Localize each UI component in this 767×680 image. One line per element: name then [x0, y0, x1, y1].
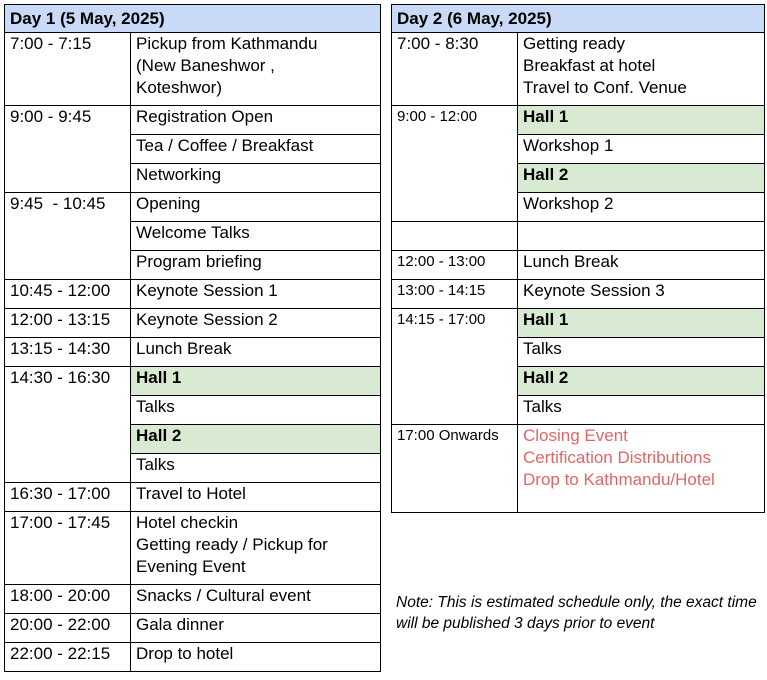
activity-cell: Workshop 2	[518, 193, 765, 222]
table-row	[392, 280, 765, 309]
day2-header-row	[392, 5, 765, 33]
activity-line: Hotel checkin	[136, 513, 239, 532]
activity-cell: Talks	[131, 396, 381, 425]
activity-line: Breakfast at hotel	[523, 56, 656, 75]
hall-1-label: Hall 1	[518, 309, 765, 338]
table-row	[5, 614, 381, 643]
hall-1-label: Hall 1	[131, 367, 381, 396]
hall-2-label: Hall 2	[518, 164, 765, 193]
empty-cell	[518, 222, 765, 251]
time-cell: 12:00 - 13:15	[5, 309, 131, 338]
table-row	[5, 367, 381, 396]
table-row	[5, 512, 381, 585]
empty-cell	[392, 222, 518, 251]
table-row	[5, 585, 381, 614]
activity-cell: Opening	[131, 193, 381, 222]
time-cell: 13:15 - 14:30	[5, 338, 131, 367]
time-cell: 13:00 - 14:15	[392, 280, 518, 309]
activity-cell: Gala dinner	[131, 614, 381, 643]
time-cell: 9:45 - 10:45	[5, 193, 131, 280]
activity-cell: Talks	[518, 338, 765, 367]
activity-line: Closing Event	[523, 426, 628, 445]
time-cell: 17:00 - 17:45	[5, 512, 131, 585]
activity-cell: Welcome Talks	[131, 222, 381, 251]
time-cell: 10:45 - 12:00	[5, 280, 131, 309]
activity-cell	[131, 33, 381, 106]
activity-cell	[131, 512, 381, 585]
hall-2-label: Hall 2	[518, 367, 765, 396]
time-cell: 14:30 - 16:30	[5, 367, 131, 483]
time-cell: 20:00 - 22:00	[5, 614, 131, 643]
activity-cell: Drop to hotel	[131, 643, 381, 672]
time-cell: 18:00 - 20:00	[5, 585, 131, 614]
activity-cell: Networking	[131, 164, 381, 193]
table-row	[5, 309, 381, 338]
activity-line: (New Baneshwor ,	[136, 56, 275, 75]
activity-cell: Lunch Break	[131, 338, 381, 367]
activity-line: Pickup from Kathmandu	[136, 34, 318, 53]
activity-line: Evening Event	[136, 557, 246, 576]
day1-schedule-table	[4, 4, 381, 672]
table-row	[5, 280, 381, 309]
closing-activity-cell	[518, 425, 765, 513]
time-cell: 12:00 - 13:00	[392, 251, 518, 280]
time-cell: 14:15 - 17:00	[392, 309, 518, 425]
activity-cell: Talks	[518, 396, 765, 425]
activity-cell: Tea / Coffee / Breakfast	[131, 135, 381, 164]
time-cell: 9:00 - 12:00	[392, 106, 518, 222]
activity-cell: Talks	[131, 454, 381, 483]
day1-header-row	[5, 5, 381, 33]
table-row	[392, 425, 765, 513]
schedule-note: Note: This is estimated schedule only, the exact time will be published 3 days prior to event	[396, 594, 757, 632]
day1-title: Day 1 (5 May, 2025)	[5, 5, 381, 33]
hall-2-label: Hall 2	[131, 425, 381, 454]
table-row	[5, 483, 381, 512]
activity-cell: Keynote Session 2	[131, 309, 381, 338]
empty-row	[392, 222, 765, 251]
table-row	[5, 643, 381, 672]
activity-line: Getting ready	[523, 34, 626, 53]
activity-cell: Lunch Break	[518, 251, 765, 280]
table-row	[392, 309, 765, 338]
activity-cell: Travel to Hotel	[131, 483, 381, 512]
table-row	[5, 106, 381, 135]
time-cell: 9:00 - 9:45	[5, 106, 131, 193]
time-cell: 22:00 - 22:15	[5, 643, 131, 672]
activity-line: Getting ready / Pickup for	[136, 535, 328, 554]
table-row	[392, 106, 765, 135]
day2-schedule-table	[391, 4, 765, 513]
activity-line: Travel to Conf. Venue	[523, 78, 687, 97]
time-cell: 7:00 - 7:15	[5, 33, 131, 106]
activity-line: Certification Distributions	[523, 448, 712, 467]
time-cell: 16:30 - 17:00	[5, 483, 131, 512]
time-cell: 7:00 - 8:30	[392, 33, 518, 106]
table-row	[5, 33, 381, 106]
activity-cell: Snacks / Cultural event	[131, 585, 381, 614]
activity-cell: Workshop 1	[518, 135, 765, 164]
activity-cell: Program briefing	[131, 251, 381, 280]
activity-cell	[518, 33, 765, 106]
day2-title: Day 2 (6 May, 2025)	[392, 5, 765, 33]
time-cell: 17:00 Onwards	[392, 425, 518, 513]
activity-cell: Keynote Session 1	[131, 280, 381, 309]
activity-line: Koteshwor)	[136, 78, 222, 97]
hall-1-label: Hall 1	[518, 106, 765, 135]
table-row	[392, 251, 765, 280]
activity-line: Drop to Kathmandu/Hotel	[523, 470, 715, 489]
activity-cell: Keynote Session 3	[518, 280, 765, 309]
table-row	[5, 193, 381, 222]
activity-cell: Registration Open	[131, 106, 381, 135]
table-row	[5, 338, 381, 367]
table-row	[392, 33, 765, 106]
